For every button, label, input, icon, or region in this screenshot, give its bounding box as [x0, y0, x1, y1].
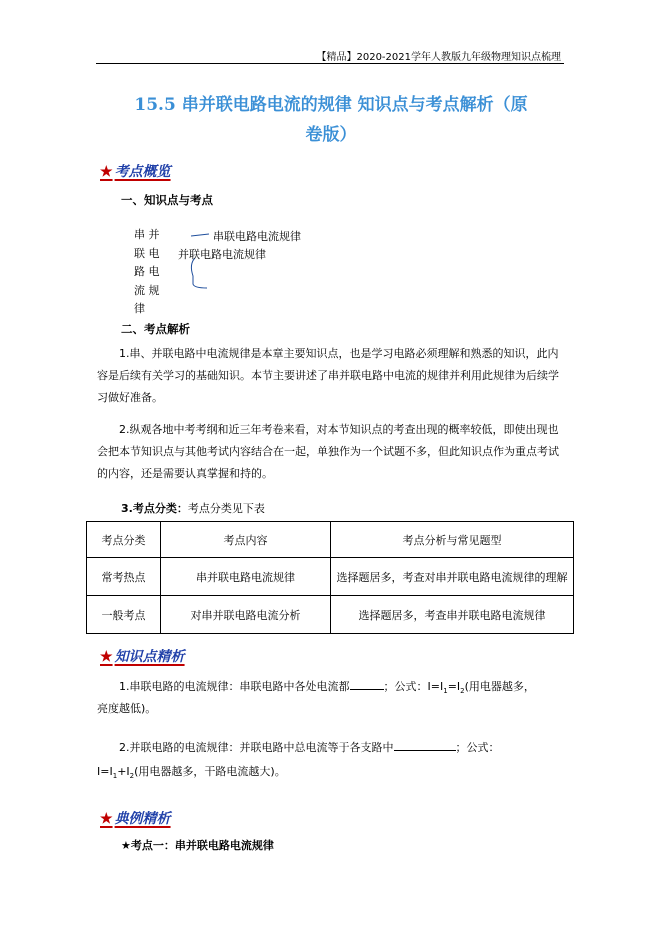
knowledge-item-2-cont	[97, 761, 286, 787]
tree-branch-parallel: 并联电路电流规律	[178, 248, 266, 261]
table-cell: 一般考点	[87, 596, 161, 634]
blank-fill	[394, 750, 456, 751]
page-title-line1: 15.5 串并联电路电流的规律 知识点与考点解析（原	[134, 95, 528, 115]
k2-text: 2.并联电路的电流规律：并联电路中总电流等于各支路中	[119, 741, 394, 754]
paragraph-2: 2.纵观各地中考考纲和近三年考卷来看，对本节知识点的考查出现的概率较低，即使出现也会把本节知识点与其他考试内容结合在一起，单独作为一个试题不多，但此知识点作为重点考试的内容，还是需要认真掌握和持的。	[97, 423, 559, 480]
star-icon: ★	[100, 811, 113, 827]
k1-sub1: 1	[443, 687, 448, 696]
topic-table	[86, 521, 574, 634]
section-knowledge-label: 知识点精析	[114, 649, 185, 665]
knowledge-item-1	[119, 676, 565, 702]
table-header-cell: 考点分析与常见题型	[331, 522, 574, 558]
part2-heading: 二、考点解析	[121, 322, 190, 336]
part1-heading: 一、知识点与考点	[121, 193, 213, 207]
table-cell: 对串并联电路电流分析	[161, 596, 331, 634]
point1-heading: ★考点一：串并联电路电流规律	[121, 839, 274, 852]
tree-branch-series: 串联电路电流规律	[213, 230, 301, 243]
table-header-cell: 考点分类	[87, 522, 161, 558]
k1-text: 1.串联电路的电流规律：串联电路中各处电流都	[119, 680, 350, 693]
classify-bold: 3.考点分类：	[121, 502, 188, 515]
tree-root-line: 联 电	[134, 246, 160, 260]
table-cell: 常考热点	[87, 558, 161, 596]
knowledge-item-2	[119, 737, 500, 759]
table-row	[87, 558, 574, 596]
section-knowledge	[100, 646, 185, 666]
k2-formula2: +I	[117, 765, 130, 778]
k2-sub1: 1	[112, 772, 118, 781]
section-examples-label: 典例精析	[114, 811, 171, 827]
k1-note: (用电器越多，	[464, 680, 535, 693]
table-row	[87, 596, 574, 634]
k2-formula: I=I	[97, 765, 113, 778]
k2-sub2: 2	[129, 772, 135, 781]
tree-root-line: 流 规	[134, 283, 160, 297]
page-title-line2: 卷版）	[305, 125, 357, 145]
blank-fill	[350, 689, 384, 690]
page-header: 【精品】2020-2021学年人教版九年级物理知识点梳理	[316, 52, 561, 63]
table-cell: 选择题居多，考查对串并联电路电流规律的理解	[331, 558, 574, 596]
star-icon: ★	[100, 649, 113, 665]
section-overview-label: 考点概览	[114, 164, 171, 180]
table-header-row	[87, 522, 574, 558]
tree-root	[134, 226, 160, 319]
k1-sub2: 2	[460, 687, 465, 696]
table-cell: 串并联电路电流规律	[161, 558, 331, 596]
star-icon: ★	[100, 164, 113, 180]
k1-formula: ；公式：I=I	[383, 680, 444, 693]
tree-root-line: 律	[134, 302, 145, 315]
paragraph-1: 1.串、并联电路中电流规律是本章主要知识点，也是学习电路必须理解和熟悉的知识，此内容是后续有关学习的基础知识。本节主要讲述了串并联电路中电流的规律并利用此规律为后续学习做好准备。	[97, 347, 559, 404]
section-overview	[100, 161, 171, 181]
k2-formula-label: ；公式：	[455, 741, 500, 754]
classify-rest: 考点分类见下表	[187, 502, 265, 515]
knowledge-item-1-cont: 亮度越低)。	[97, 702, 157, 715]
header-divider	[96, 63, 564, 64]
section-examples	[100, 808, 171, 828]
k1-formula2: =I	[447, 680, 461, 693]
tree-root-line: 串 并	[134, 228, 160, 241]
tree-root-line: 路 电	[134, 265, 160, 278]
classify-line	[121, 500, 265, 516]
table-header-cell: 考点内容	[161, 522, 331, 558]
table-cell: 选择题居多，考查串并联电路电流规律	[331, 596, 574, 634]
k2-note: (用电器越多，干路电流越大)。	[134, 765, 286, 778]
